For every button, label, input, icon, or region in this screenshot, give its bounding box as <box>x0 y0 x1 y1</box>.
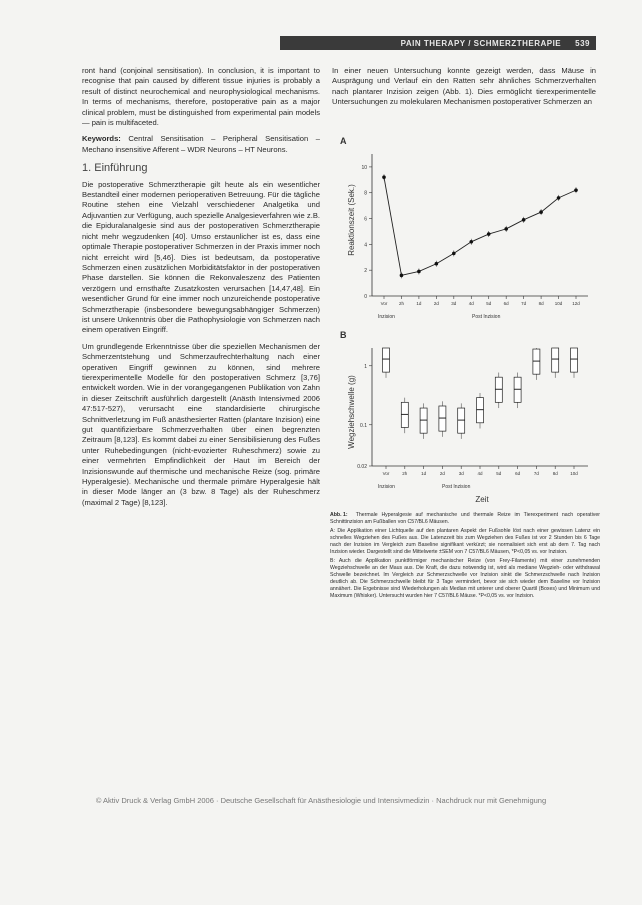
panel-a-label: A <box>340 136 347 146</box>
panel-b-xtick-label: 5d <box>496 471 502 476</box>
panel-b-box <box>477 398 484 423</box>
panel-a-xtick-label: 2d <box>433 301 439 306</box>
panel-a-data-point <box>539 210 543 214</box>
left-column <box>82 66 320 514</box>
caption-a: A: Die Applikation einer Lichtquelle auf den plantaren Aspekt der Fußsohle löst nach einer gewissen Latenz ein schnelles Wegziehen des Fußes aus. Die Latenzzeit bis zum Wegziehen des Fußes ist vor 2 Stunden bis 6 Tage nach der Inzision im Vergleich zum Baseline signifikant verkürzt; sie normalisiert sich erst ab dem 7. Tag nach Inzision wieder. Dargestellt sind die Mittelwerte ±SEM von 7 C57/BL6 Mäusen, *P<0,05 vs. vor Inzision. <box>330 528 600 555</box>
figure-1 <box>332 132 596 506</box>
panel-b-box <box>458 408 465 433</box>
panel-a-xtick-label: 4d <box>468 301 474 306</box>
panel-b-box <box>439 406 446 431</box>
panel-a-ytick-label: 2 <box>364 268 367 275</box>
panel-a-ytick-label: 10 <box>361 164 367 171</box>
panel-a-ytick-label: 4 <box>364 242 367 249</box>
section-title: 1. Einführung <box>82 162 148 175</box>
panel-b-xtick-label: 4d <box>477 471 483 476</box>
panel-a-pre-label: Inzision <box>378 314 395 320</box>
figure-svg <box>332 132 596 506</box>
panel-a-ytick-label: 0 <box>364 294 367 300</box>
panel-a-plot <box>361 154 588 306</box>
caption-b: B: Auch die Applikation punktförmiger mechanischer Reize (von Frey-Filamente) mit einer zunehmenden Wegziehschwelle an der Maus aus. Die Kraft, die dazu notwendig ist, wird als mediane Wegzieh- oder withdrawal Schwelle bezeichnet. Im Vergleich zur Schmerzschwelle vor Inzision sinkt die Schmerzschwelle nach Inzision deutlich ab. Die Schmerzschwelle bleibt für 3 Tage vermindert, bevor sie sich wieder dem Baseline vor Inzision annähert. Die Ergebnisse sind Wiederholungen als Median mit unterer und oberer Quartil (Boxes) und Minimum und Maximum (Whisker). Untersucht wurden hier 7 C57/BL6 Mäuse. *P<0,05 vs. vor Inzision. <box>330 558 600 599</box>
paragraph-1: Die postoperative Schmerztherapie gilt heute als ein wesentlicher Bestandteil einer modernen perioperativen Betreuung. Für die tägliche Routine stehen eine Vielzahl verschiedener Analgetika und Adjuvantien zur Verfügung, auch spezielle Analgesieverfahren wie z.B. die Epiduralanalgesie sind aus der postoperativen Schmerztherapie nicht mehr wegzudenken [40]. Umso erstaunlicher ist es, dass eine optimale Therapie postoperativer Schmerzen in der Praxis immer noch nicht erreicht wird [5,46]. Dies ist bedeutsam, da postoperative Schmerzen einen zusätzlichen Morbiditätsfaktor in der postoperativen Phase darstellen. Sie können die Rekonvaleszenz des Patienten verzögern und ernsthafte Zusatzkosten verursachen [14,47,48]. Ein wesentlicher Grund für eine immer noch unzureichende postoperative Schmerztherapie (insbesondere bewegungsabhängiger Schmerzen) ist unsere Unkenntnis über die Pathophysiologie von Schmerzen nach einem operativen Eingriff. <box>82 179 320 335</box>
panel-b-box <box>571 348 578 372</box>
panel-a-xtick-label: 8d <box>538 301 544 306</box>
caption-main <box>330 512 600 526</box>
panel-b-box <box>495 377 502 402</box>
keywords <box>82 134 320 155</box>
caption-label: Abb. 1: <box>330 512 348 518</box>
panel-a-post-label: Post Inzision <box>472 314 501 320</box>
panel-a-ylabel: Reaktionszeit (Sek.) <box>347 184 356 256</box>
page-number: 539 <box>575 38 590 48</box>
panel-a-xtick-label: 10d <box>554 301 563 306</box>
panel-b-ytick-label: 1 <box>364 363 367 370</box>
panel-b-ytick-label: 0.1 <box>360 422 367 429</box>
panel-a-xtick-label: 12d <box>572 301 580 306</box>
panel-a-xtick-label: 3d <box>451 301 457 306</box>
panel-b-xtick-label: 2h <box>402 471 408 476</box>
panel-b-ytick-label: 0.02 <box>357 464 367 470</box>
panel-a-xtick-label: 1d <box>416 301 422 306</box>
panel-b-box <box>420 408 427 433</box>
panel-a-xtick-label: Vor <box>380 301 388 306</box>
panel-b-xtick-label: 1d <box>421 471 427 476</box>
abstract-end-text: ront hand (conjoinal sensitisation). In conclusion, it is important to recognise that pain caused by different tissue injuries is probably a result of distinct neurochemical and neurophysiological mechanisms. In terms of mechanisms, therefore, postoperative pain as a major clinical problem, must be distinguished from experimental pain models — pain is multifaceted. <box>82 66 320 128</box>
right-intro-text: In einer neuen Untersuchung konnte gezeigt werden, dass Mäuse in Ausprägung und Verlauf ein den Ratten sehr ähnliches Schmerzverhalten nach plantarer Inzision zeigen (Abb. 1). Dies ermöglicht tierexperimentelle Untersuchungen zu molekularen Mechanismen postoperativer Schmerzen an <box>332 66 596 107</box>
panel-a-data-point <box>574 188 578 192</box>
panel-a-data-point <box>504 227 508 231</box>
page-footer: © Aktiv Druck & Verlag GmbH 2006 · Deutsche Gesellschaft für Anästhesiologie und Intensivmedizin · Nachdruck nur mit Genehmigung <box>95 796 547 805</box>
panel-b-ylabel: Wegziehschwelle (g) <box>347 375 356 449</box>
panel-a-data-point <box>435 262 439 266</box>
panel-b-label: B <box>340 330 347 340</box>
figure-caption <box>330 512 600 602</box>
panel-a-data-point <box>487 232 491 236</box>
panel-a-series-line <box>384 177 576 275</box>
keywords-label: Keywords: <box>82 134 121 144</box>
panel-b-box <box>552 348 559 372</box>
panel-b-xtick-label: 6d <box>515 471 521 476</box>
keywords-text: Central Sensitisation – Peripheral Sensitisation – Mechano insensitive Afferent – WDR Neurons – HT Neurons. <box>82 134 320 154</box>
panel-b-pre-label: Inzision <box>378 484 395 490</box>
panel-b-xtick-label: 8d <box>552 471 558 476</box>
panel-a-ytick-label: 8 <box>364 190 367 197</box>
header-title: PAIN THERAPY / SCHMERZTHERAPIE <box>400 38 562 48</box>
panel-b-xtick-label: 2d <box>439 471 445 476</box>
running-header <box>280 36 596 50</box>
panel-a-xtick-label: 5d <box>486 301 492 306</box>
panel-b-plot <box>357 348 588 476</box>
panel-a-data-point <box>400 274 404 278</box>
panel-a-data-point <box>522 218 526 222</box>
right-column <box>332 66 596 114</box>
panel-a-ytick-label: 6 <box>364 216 367 223</box>
panel-a-data-point <box>557 196 561 200</box>
paragraph-2: Um grundlegende Erkenntnisse über die speziellen Mechanismen der Schmerzentstehung und Schmerzaufrechterhaltung nach einer operativen Eingriff gewinnen zu können, sind mehrere tierexperimentelle Modelle für den postoperativen Schmerz [3,76] entwickelt worden. Wie in der vorangegangenen Publikation von Zahn in dieser Zeitschrift ausführlich dargestellt (Anästh Intensivmed 2006 47:517-527), verursacht eine standardisierte chirurgische Schnittverletzung im Fuß anästhesierter Ratten (plantare Inzision) eine gut quantifizierbare Schmerzverhalten über einen begrenzten Zeitraum [8,123]. Es kommt dabei zu einer Sensibilisierung des Fußes unter Ruhebedingungen (nicht-evozierter Ruheschmerz) sowie zu einer vermehrten Empfindlichkeit der Haut im Bereich der Inzisionswunde auf thermische und mechanische Reize (sog. primäre Hyperalgesie). Mechanische und thermale primäre Hyperalgesie hält in dieser Mode länger an (3 bzw. 8 Tage) als der Ruheschmerz (maximal 2 Tage) [8,123]. <box>82 341 320 507</box>
caption-title: Thermale Hyperalgesie auf mechanische und thermale Reize im Tierexperiment nach operativer Schnittinzision am Fußballen von C57/BL6 Mäusen. <box>330 512 600 525</box>
panel-b-xtick-label: 10d <box>570 471 578 476</box>
panel-b-xlabel: Zeit <box>475 495 489 504</box>
panel-b-xtick-label: 3d <box>458 471 464 476</box>
panel-a-xtick-label: 2h <box>398 301 404 306</box>
panel-a-data-point <box>469 240 473 244</box>
panel-b-box <box>514 377 521 402</box>
panel-a-data-point <box>382 175 386 179</box>
panel-a-data-point <box>452 252 456 256</box>
panel-b-box <box>533 349 540 374</box>
panel-b-xtick-label: 7d <box>533 471 539 476</box>
panel-a-data-point <box>417 270 421 274</box>
panel-b-post-label: Post Inzision <box>442 484 471 490</box>
panel-a-xtick-label: 6d <box>503 301 509 306</box>
panel-b-box <box>383 348 390 372</box>
panel-b-box <box>401 402 408 427</box>
panel-a-xtick-label: 7d <box>521 301 527 306</box>
panel-b-xtick-label: Vor <box>382 471 390 476</box>
